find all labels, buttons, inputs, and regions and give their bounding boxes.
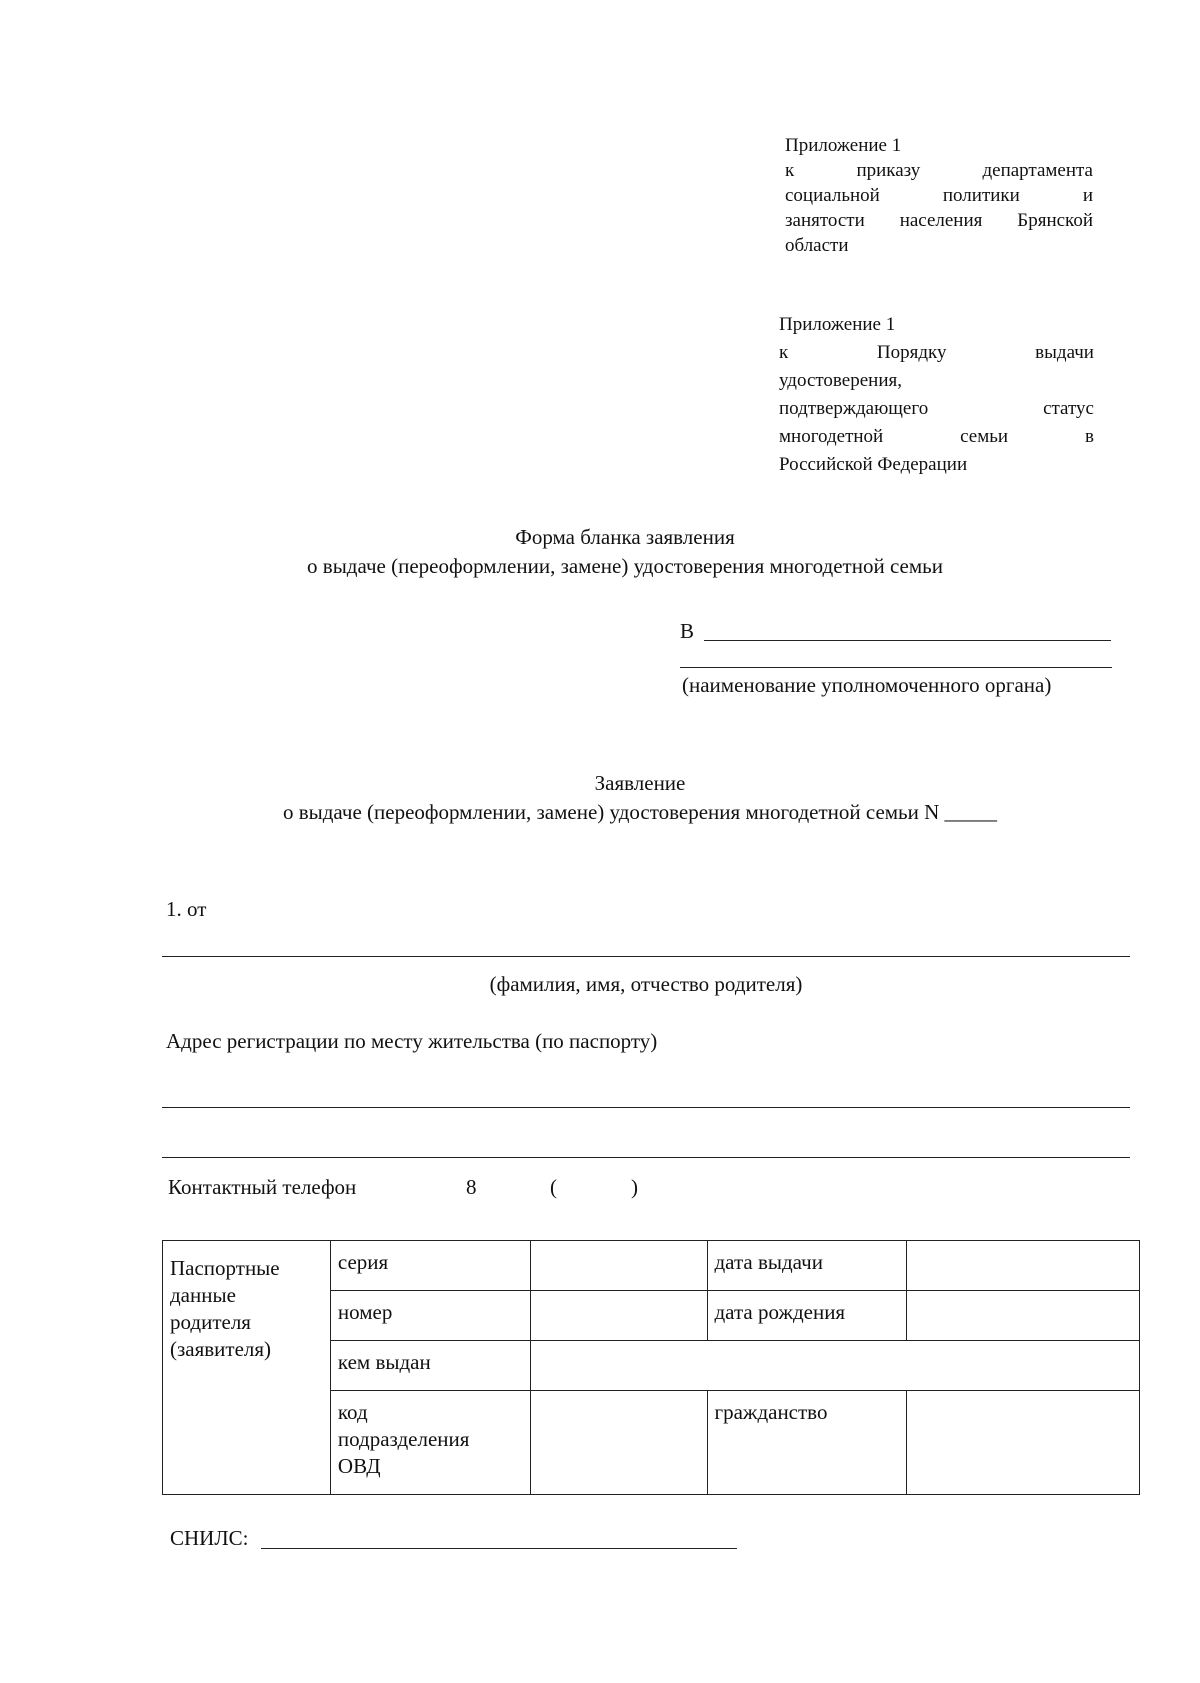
from-label: 1. от — [166, 897, 207, 921]
citizenship-label: гражданство — [707, 1391, 907, 1495]
issued-by-value[interactable] — [530, 1341, 1139, 1391]
from-name-line[interactable] — [162, 956, 1130, 957]
word: в — [1085, 426, 1094, 447]
address-line-1[interactable] — [162, 1107, 1130, 1108]
issued-by-label: кем выдан — [330, 1341, 530, 1391]
passport-data-table — [162, 1240, 1140, 1495]
division-code-label — [330, 1391, 530, 1495]
appendix-1-line-2 — [785, 158, 1093, 183]
word: выдачи — [1035, 342, 1094, 363]
division-code-line: подразделения — [337, 1427, 470, 1451]
appendix-2-header — [779, 311, 1094, 479]
address-label: Адрес регистрации по месту жительства (по паспорту) — [166, 1029, 658, 1053]
passport-heading-line: родителя — [170, 1310, 251, 1334]
word: департамента — [982, 160, 1093, 181]
word: и — [1082, 185, 1093, 206]
series-label: серия — [330, 1241, 530, 1291]
appendix-1-title: Приложение 1 — [785, 135, 902, 156]
number-value[interactable] — [530, 1291, 707, 1341]
appendix-2-line-2 — [779, 339, 1094, 367]
division-code-line: код — [337, 1400, 368, 1424]
addressee-caption: (наименование уполномоченного органа) — [682, 673, 1052, 697]
appendix-2-line-5 — [779, 423, 1094, 451]
word: занятости — [785, 210, 865, 231]
phone-close-paren: ) — [631, 1175, 638, 1199]
addressee-line-1[interactable] — [704, 640, 1111, 641]
passport-heading-line: Паспортные — [170, 1256, 280, 1280]
appendix-2-line-4 — [779, 395, 1094, 423]
passport-heading-cell — [163, 1241, 331, 1495]
appendix-2-line-6: Российской Федерации — [779, 454, 968, 475]
word: многодетной — [779, 426, 884, 447]
series-value[interactable] — [530, 1241, 707, 1291]
form-title-line-2: о выдаче (переоформлении, замене) удостоверения многодетной семьи — [307, 554, 943, 578]
birth-date-label: дата рождения — [707, 1291, 907, 1341]
number-label: номер — [330, 1291, 530, 1341]
phone-open-paren: ( — [550, 1175, 557, 1199]
form-title-line-1: Форма бланка заявления — [515, 525, 735, 549]
from-caption: (фамилия, имя, отчество родителя) — [489, 972, 803, 996]
division-code-line: ОВД — [337, 1454, 381, 1478]
word: подтверждающего — [779, 398, 929, 419]
word: населения — [899, 210, 983, 231]
issue-date-label: дата выдачи — [707, 1241, 907, 1291]
birth-date-value[interactable] — [907, 1291, 1140, 1341]
word: социальной — [785, 185, 880, 206]
snils-label: СНИЛС: — [170, 1526, 249, 1550]
addressee-prefix: В — [680, 619, 695, 643]
word: к — [785, 160, 795, 181]
citizenship-value[interactable] — [907, 1391, 1140, 1495]
snils-line[interactable] — [261, 1548, 737, 1549]
addressee-line-2[interactable] — [680, 667, 1112, 668]
word: политики — [942, 185, 1020, 206]
division-code-value[interactable] — [530, 1391, 707, 1495]
word: Порядку — [876, 342, 947, 363]
form-title — [150, 523, 1100, 581]
word: приказу — [856, 160, 921, 181]
phone-prefix: 8 — [466, 1175, 477, 1199]
appendix-2-line-3: удостоверения, — [779, 370, 902, 391]
table-row — [163, 1241, 1140, 1291]
word: семьи — [960, 426, 1009, 447]
appendix-2-title: Приложение 1 — [779, 314, 896, 335]
phone-label: Контактный телефон — [168, 1175, 357, 1199]
appendix-1-header — [785, 133, 1093, 258]
word: статус — [1043, 398, 1094, 419]
address-line-2[interactable] — [162, 1157, 1130, 1158]
appendix-1-line-5: области — [785, 235, 849, 256]
passport-heading-line: (заявителя) — [170, 1337, 272, 1361]
application-title — [150, 769, 1130, 827]
application-title-line-2: о выдаче (переоформлении, замене) удостоверения многодетной семьи N _____ — [282, 800, 998, 824]
issue-date-value[interactable] — [907, 1241, 1140, 1291]
appendix-1-line-4 — [785, 208, 1093, 233]
passport-heading-line: данные — [170, 1283, 236, 1307]
word: к — [779, 342, 789, 363]
word: Брянской — [1017, 210, 1093, 231]
appendix-1-line-3 — [785, 183, 1093, 208]
application-title-line-1: Заявление — [594, 771, 686, 795]
